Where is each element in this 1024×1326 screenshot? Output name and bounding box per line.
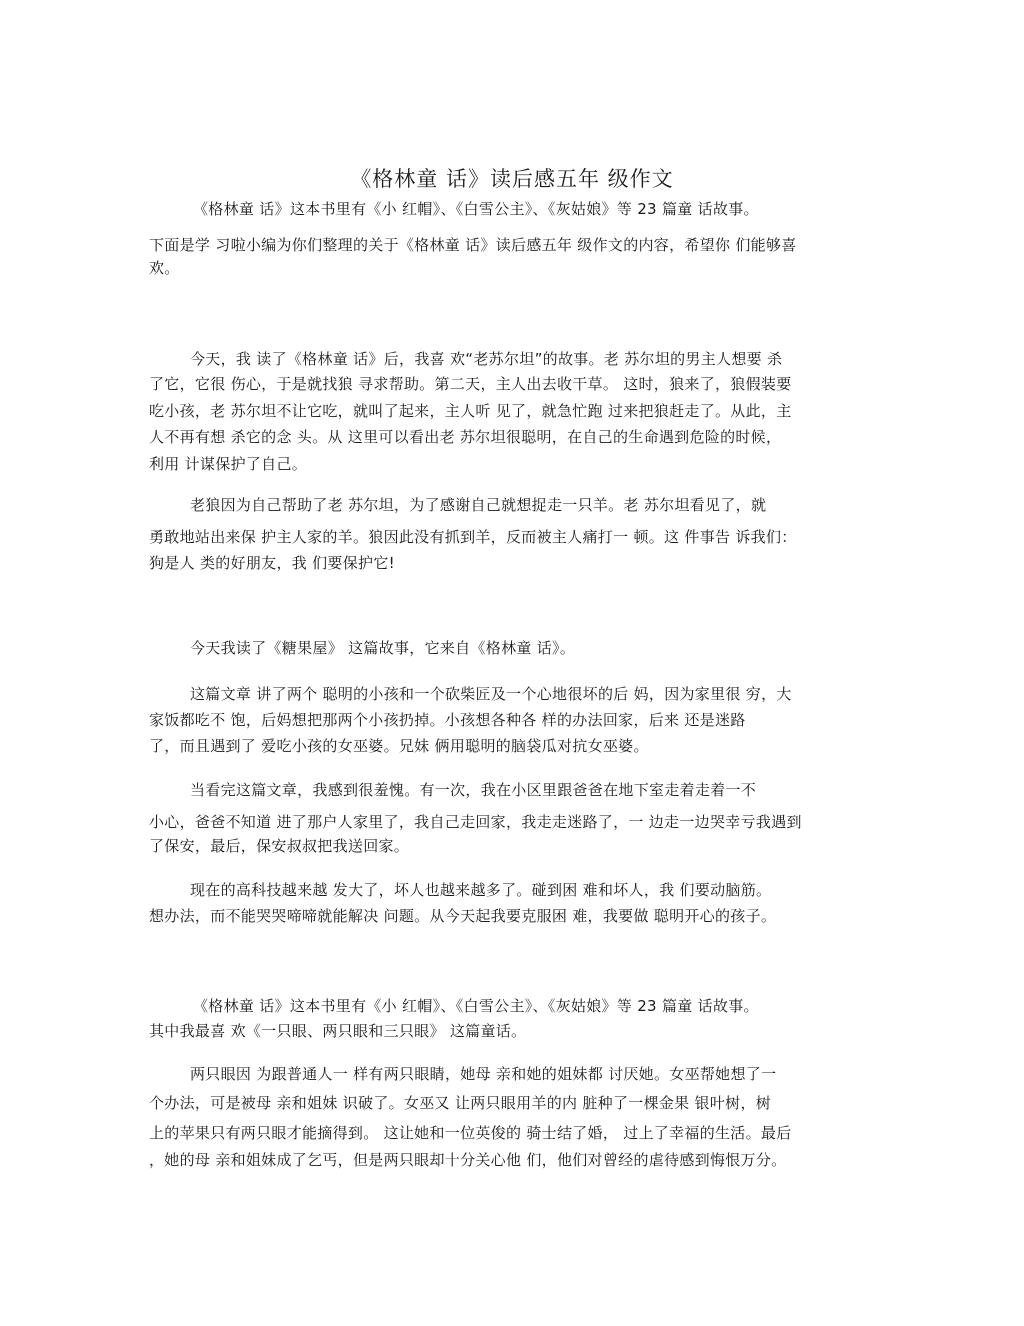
text-line: 了它，它很 伤心，于是就找狼 寻求帮助。第二天，主人出去收干草。 这时，狼来了，狼假装要 bbox=[149, 375, 792, 393]
document-title: 《格林童 话》读后感五年 级作文 bbox=[350, 167, 674, 191]
text-line: 今天我读了《糖果屋》 这篇故事，它来自《格林童 话》。 bbox=[190, 639, 576, 657]
text-line: 下面是学 习啦小编为你们整理的关于《格林童 话》读后感五年 级作文的内容，希望你 们能够喜 bbox=[149, 236, 797, 254]
text-line: 了保安，最后，保安叔叔把我送回家。 bbox=[149, 837, 410, 855]
text-line: 了，而且遇到了 爱吃小孩的女巫婆。兄妹 俩用聪明的脑袋瓜对抗女巫婆。 bbox=[149, 737, 649, 755]
text-line: 老狼因为自己帮助了老 苏尔坦，为了感谢自己就想捉走一只羊。老 苏尔坦看见了，就 bbox=[190, 496, 767, 514]
text-line: 当看完这篇文章，我感到很羞愧。有一次，我在小区里跟爸爸在地下室走着走着一不 bbox=[190, 781, 757, 799]
text-line: 现在的高科技越来越 发大了，坏人也越来越多了。碰到困 难和坏人，我 们要动脑筋。 bbox=[190, 881, 772, 899]
text-line: ，她的母 亲和姐妹成了乞丐，但是两只眼却十分关心他 们，他们对曾经的虐待感到悔恨万分。 bbox=[149, 1151, 787, 1169]
text-line: 其中我最喜 欢《一只眼、两只眼和三只眼》 这篇童话。 bbox=[149, 1022, 527, 1040]
text-line: 个办法，可是被母 亲和姐妹 识破了。女巫又 让两只眼用羊的内 脏种了一棵金果 银叶树，树 bbox=[149, 1094, 772, 1112]
text-line: 利用 计谋保护了自己。 bbox=[149, 455, 308, 473]
text-line: 狗是人 类的好朋友，我 们要保护它! bbox=[149, 554, 395, 572]
text-line: 《格林童 话》这本书里有《小 红帽》、《白雪公主》、《灰姑娘》等 23 篇童 话故事。 bbox=[193, 200, 759, 218]
text-line: 《格林童 话》这本书里有《小 红帽》、《白雪公主》、《灰姑娘》等 23 篇童 话故事。 bbox=[193, 997, 759, 1015]
text-line: 今天，我 读了《格林童 话》后，我喜 欢“老苏尔坦”的故事。老 苏尔坦的男主人想要 杀 bbox=[190, 350, 783, 368]
text-line: 欢。 bbox=[149, 259, 180, 277]
text-line: 勇敢地站出来保 护主人家的羊。狼因此没有抓到羊，反而被主人痛打一 顿。这 件事告 诉我们： bbox=[149, 528, 797, 546]
text-line: 吃小孩，老 苏尔坦不让它吃，就叫了起来，主人听 见了，就急忙跑 过来把狼赶走了。从此，主 bbox=[149, 402, 792, 420]
text-line: 小心，爸爸不知道 进了那户人家里了，我自己走回家，我走走迷路了，一 边走一边哭幸亏我遇到 bbox=[149, 813, 802, 831]
text-line: 上的苹果只有两只眼才能摘得到。 这让她和一位英俊的 骑士结了婚， 过上了幸福的生活。最后 bbox=[149, 1124, 792, 1142]
text-line: 家饭都吃不 饱，后妈想把那两个小孩扔掉。小孩想各种各 样的办法回家，后来 还是迷路 bbox=[149, 711, 746, 729]
text-line: 想办法，而不能哭哭啼啼就能解决 问题。从今天起我要克服困 难，我要做 聪明开心的孩子。 bbox=[149, 907, 777, 925]
text-line: 两只眼因 为跟普通人一 样有两只眼睛，她母 亲和她的姐妹都 讨厌她。女巫帮她想了一 bbox=[190, 1065, 777, 1083]
text-line: 人不再有想 杀它的念 头。从 这里可以看出老 苏尔坦很聪明，在自己的生命遇到危险的时候， bbox=[149, 428, 782, 446]
text-line: 这篇文章 讲了两个 聪明的小孩和一个砍柴匠及一个心地很坏的后 妈，因为家里很 穷，大 bbox=[190, 685, 792, 703]
